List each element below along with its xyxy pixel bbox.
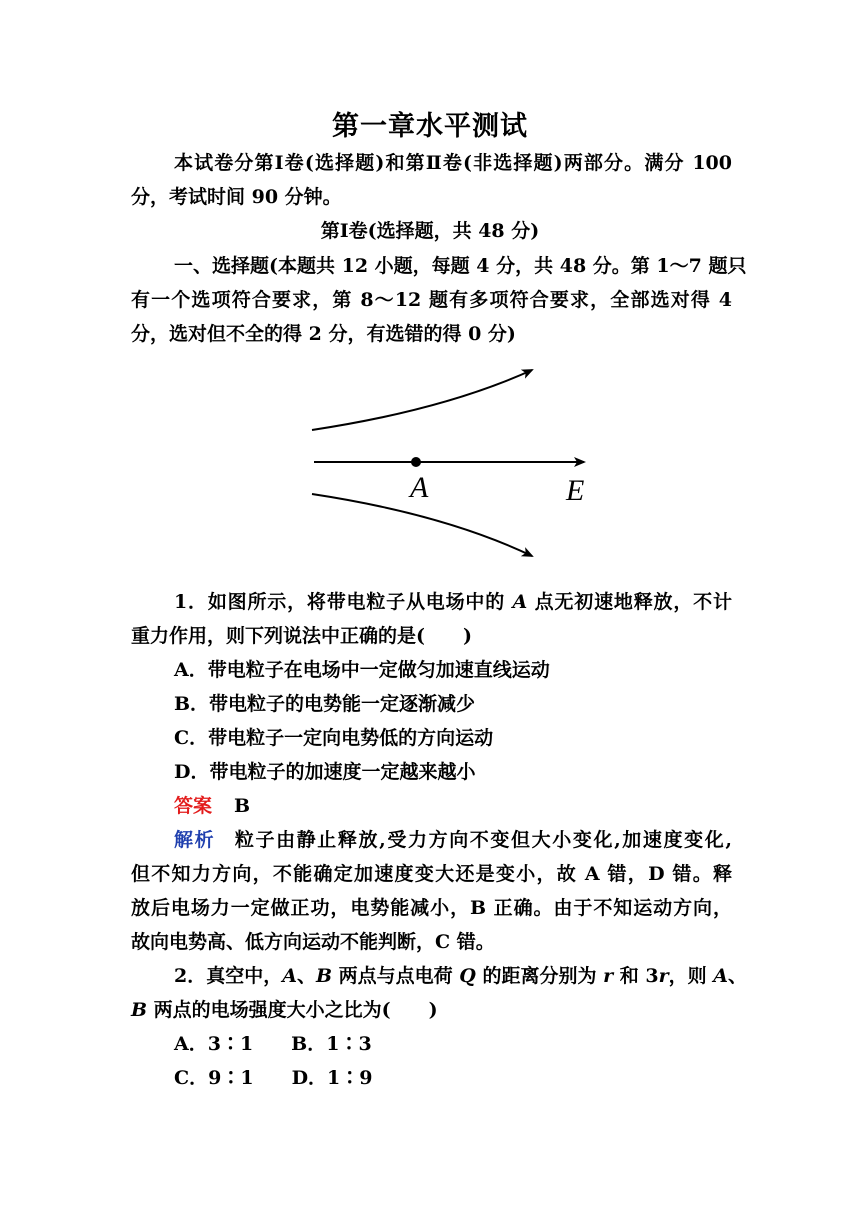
q1-stem-line-1: 1．如图所示，将带电粒子从电场中的 A 点无初速地释放，不计 (174, 591, 732, 613)
point-a-label: A (410, 471, 429, 504)
q1-option-d: D．带电粒子的加速度一定越来越小 (174, 761, 476, 783)
part1-line-2: 有一个选项符合要求，第 8～12 题有多项符合要求，全部选对得 4 (131, 289, 732, 311)
answer-label: 答案 (174, 795, 213, 817)
answer-value: B (234, 795, 251, 817)
upper-field-line (312, 370, 532, 430)
part1-line-3: 分，选对但不全的得 2 分，有选错的得 0 分) (131, 323, 516, 345)
q1-answer-line (174, 793, 250, 819)
q2-stem-line-2: B 两点的电场强度大小之比为( ) (131, 999, 438, 1021)
page-title: 第一章水平测试 (332, 111, 528, 142)
q1-analysis-line-2: 但不知力方向，不能确定加速度变大还是变小，故 A 错，D 错。释 (131, 863, 732, 885)
q1-option-a: A．带电粒子在电场中一定做匀加速直线运动 (174, 659, 550, 681)
q1-option-b: B．带电粒子的电势能一定逐渐减少 (174, 693, 476, 715)
q2-stem-line-1: 2．真空中，A、B 两点与点电荷 Q 的距离分别为 r 和 3r，则 A、 (174, 965, 747, 987)
point-a-dot (411, 457, 421, 467)
q1-analysis-line-4: 故向电势高、低方向运动不能判断，C 错。 (131, 931, 495, 953)
q2-options-row-1: A．3∶1 B．1∶3 (174, 1033, 372, 1055)
electric-field-figure (304, 352, 604, 582)
q2-options-row-2: C．9∶1 D．1∶9 (174, 1067, 373, 1089)
intro-line-2: 分，考试时间 90 分钟。 (131, 186, 342, 208)
q1-stem-line-2: 重力作用，则下列说法中正确的是( ) (131, 625, 472, 647)
section-heading: 第Ⅰ卷(选择题，共 48 分) (320, 220, 540, 242)
analysis-label: 解析 (174, 829, 216, 851)
intro-line-1: 本试卷分第Ⅰ卷(选择题)和第Ⅱ卷(非选择题)两部分。满分 100 (174, 152, 732, 174)
q1-option-c: C．带电粒子一定向电势低的方向运动 (174, 727, 494, 749)
field-e-label: E (566, 474, 585, 507)
q1-analysis-line-1: 解析 粒子由静止释放,受力方向不变但大小变化,加速度变化, (174, 829, 732, 851)
part1-line-1: 一、选择题(本题共 12 小题，每题 4 分，共 48 分。第 1～7 题只 (174, 255, 747, 277)
q1-analysis-line-3: 放后电场力一定做正功，电势能减小，B 正确。由于不知运动方向， (131, 897, 732, 919)
